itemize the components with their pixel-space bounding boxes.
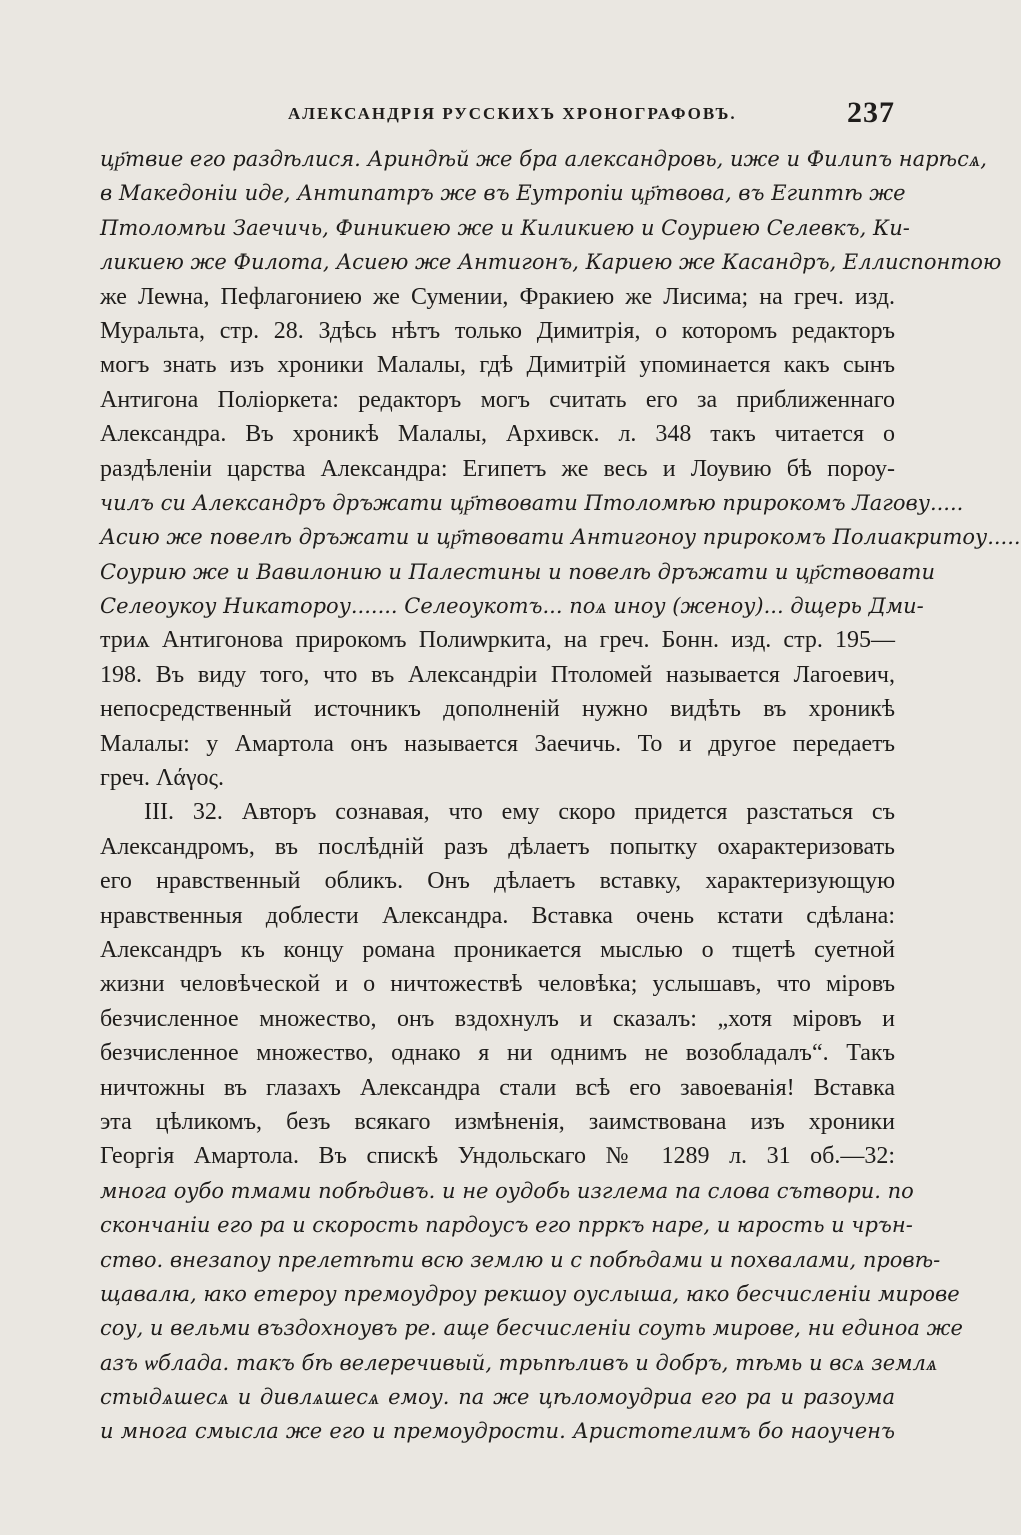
text-line: цр҃твие его раздѣлися. Ариндѣй же бра александровь, иже и Филипъ нарѣсѧ,: [100, 147, 987, 171]
text-line: Александръ къ концу романа проникается мыслью о тщетѣ суетной: [100, 936, 895, 963]
text-line: азъ ѡблада. такъ бѣ велеречивый, трьпѣливъ и добръ, тѣмь и всѧ землѧ: [100, 1350, 938, 1375]
text-line: Александромъ, въ послѣдній разъ дѣлаетъ попытку охарактеризовать: [100, 833, 895, 860]
text-line: Александра. Въ хроникѣ Малалы, Архивск. л. 348 такъ читается о: [100, 421, 895, 448]
text-line: триѧ Антигонова прирокомъ Полиѡркита, на греч. Бонн. изд. стр. 195—: [100, 627, 895, 654]
text-line: Антигона Поліоркета: редакторъ могъ считать его за приближеннаго: [100, 386, 895, 413]
text-line: Малалы: у Амартола онъ называется Заечичь. То и другое передаетъ: [100, 730, 895, 757]
text-line: соу, и вельми въздохноувъ ре. аще бесчисленіи соуть мирове, ни единоа же: [100, 1316, 963, 1341]
text-line: Соурию же и Вавилонию и Палестины и повелѣ дръжати и цр҃ствовати: [100, 559, 935, 584]
text-line: Асию же повелѣ дръжати и цр҃твовати Антигоноу прирокомъ Полиакритоу.....: [100, 525, 1021, 550]
text-line: ство. внезапоу прелетѣти всю землю и с побѣдами и похвалами, провѣ-: [100, 1247, 941, 1272]
text-line: щавалꙗ, ꙗко етероу премоудроу рекшоу оуслыша, ꙗко бесчисленіи мирове: [100, 1281, 960, 1306]
text-line: ничтожны въ глазахъ Александра стали всѣ его завоеванія! Вставка: [100, 1074, 895, 1101]
text-line: жизни человѣческой и о ничтожествѣ человѣка; услышавъ, что міровъ: [100, 971, 895, 998]
text-line: 198. Въ виду того, что въ Александріи Птоломей называется Лагоевич,: [100, 661, 895, 688]
text-line: нравственныя доблести Александра. Вставка очень кстати сдѣлана:: [100, 902, 895, 929]
page-number: 237: [847, 96, 895, 129]
text-line: скончаніи его ра и скорость пардоусъ его прркъ наре, и ꙗрость и чрън-: [100, 1213, 913, 1238]
text-line: же Леѡна, Пефлагониею же Сумении, Фракиею же Лисима; на греч. изд.: [100, 283, 895, 310]
running-head: [100, 98, 895, 132]
text-line: безчисленное множество, однако я ни однимъ не возобладалъ“. Такъ: [100, 1040, 895, 1067]
text-line: и многа смысла же его и премоудрости. Аристотелимъ бо наоученъ: [100, 1419, 895, 1444]
text-line: стыдѧшесѧ и дивлѧшесѧ емоу. па же цѣломоудриа его ра и разоума: [100, 1385, 895, 1410]
text-line: эта цѣликомъ, безъ всякаго измѣненія, заимствована изъ хроники: [100, 1108, 895, 1135]
text-line: III. 32. Авторъ сознавая, что ему скоро придется разстаться съ: [144, 799, 895, 826]
text-line: Георгія Амартола. Въ спискѣ Ундольскаго № 1289 л. 31 об.—32:: [100, 1143, 895, 1170]
text-line: непосредственный источникъ дополненій нужно видѣть въ хроникѣ: [100, 696, 895, 723]
text-line: греч. Λάγος.: [100, 765, 225, 792]
text-line: в Македоніи иде, Антипатръ же въ Еутропіи цр҃твова, въ Египтѣ же: [100, 181, 906, 206]
text-line: многа оубо тмами побѣдивъ. и не оудобь изглема па слова сътвори. по: [100, 1178, 914, 1203]
body-text: [100, 142, 1021, 1449]
text-line: Птоломѣи Заечичь, Финикиею же и Киликиею и Соуриею Селевкъ, Ки-: [100, 215, 910, 240]
text-line: чилъ си Александръ дръжати цр҃твовати Птоломѣю прирокомъ Лагову.....: [100, 490, 964, 515]
text-line: Селеоукоу Никатороу....... Селеоукотъ... поѧ иноу (женоу)... дщерь Дми-: [100, 594, 924, 619]
text-line: раздѣленіи царства Александра: Египетъ же весь и Лоувию бѣ пороу-: [100, 455, 895, 482]
text-line: безчисленное множество, онъ вздохнулъ и сказалъ: „хотя міровъ и: [100, 1005, 895, 1032]
text-line: могъ знать изъ хроники Малалы, гдѣ Димитрій упоминается какъ сынъ: [100, 352, 895, 379]
running-title: АЛЕКСАНДРІЯ РУССКИХЪ ХРОНОГРАФОВЪ.: [288, 104, 737, 123]
text-line: его нравственный обликъ. Онъ дѣлаетъ вставку, характеризующую: [100, 868, 895, 895]
text-line: Муральта, стр. 28. Здѣсь нѣтъ только Димитрія, о которомъ редакторъ: [100, 317, 895, 344]
text-line: ликиею же Филота, Асиею же Антигонъ, Кариею же Касандръ, Еллиспонтою: [100, 250, 1002, 275]
